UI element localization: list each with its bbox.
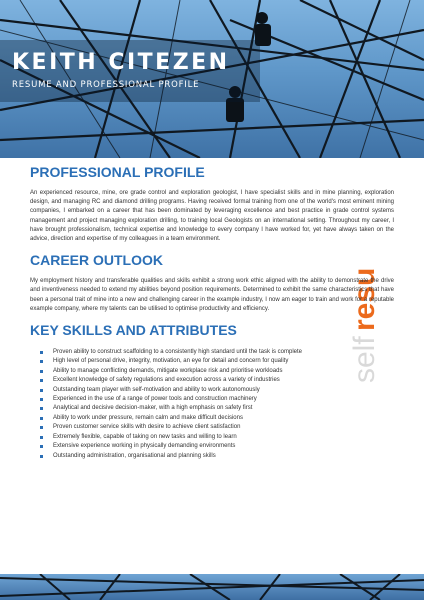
skill-text: Experienced in the use of a range of power tools and construction machinery bbox=[53, 396, 257, 403]
heading-key-skills: KEY SKILLS AND ATTRIBUTES bbox=[30, 322, 237, 339]
bullet-icon bbox=[40, 455, 43, 458]
bullet-icon bbox=[40, 360, 43, 363]
skill-text: Proven ability to construct scaffolding to a consistently high standard until the task is complete bbox=[53, 349, 303, 356]
skill-text: Extensive experience working in physically demanding environments bbox=[53, 443, 236, 450]
skill-item bbox=[40, 376, 394, 385]
skill-text: Analytical and decisive decision-maker, with a high emphasis on safety first bbox=[53, 405, 253, 412]
skill-text: Outstanding administration, organisational and planning skills bbox=[53, 452, 216, 459]
bullet-icon bbox=[40, 389, 43, 392]
skill-text: Extremely flexible, capable of taking on new tasks and willing to learn bbox=[53, 433, 237, 440]
bullet-icon bbox=[40, 407, 43, 410]
heading-career-outlook: CAREER OUTLOOK bbox=[30, 252, 163, 269]
skill-item bbox=[40, 386, 394, 395]
career-outlook-text: My employment history and transferable qualities and skills exhibit a strong work ethic aligned with the ability to demonstrate the drive and inventiveness needed to extend my abilities beyond position requirements. Determined to exhibit the same characteristics that have been a personal trait of mine into a new and challenging career in the example industry, I now am eager to train and work for a reputable example company, where my talents can be utilised to optimise productivity and efficiency. bbox=[30, 278, 394, 312]
footer-banner bbox=[0, 574, 424, 600]
bullet-icon bbox=[40, 351, 43, 354]
skill-item bbox=[40, 357, 394, 366]
skill-item bbox=[40, 423, 394, 432]
bullet-icon bbox=[40, 398, 43, 401]
professional-profile-text: An experienced resource, mine, ore grade control and exploration geologist, I have specialist skills and in mine planning, exploration design, and managing RC and diamond drilling programs. Having received formal training from one of the world's most eminent mining companies, I embarked on a career that has been dominated by leveraging excellence and best practice in grade control systems management and project managing exploration drilling, to training local Geologists on an international setting. Throughout my career, I have brought professionalism, technical expertise and knowledge to every company I have worked for, yet have always taken on the advice, direction and expertise of my colleagues in a team environment. bbox=[30, 190, 394, 243]
bullet-icon bbox=[40, 379, 43, 382]
skill-text: Ability to manage conflicting demands, mitigate workplace risk and prioritise workloads bbox=[53, 367, 283, 374]
skill-item bbox=[40, 452, 394, 461]
watermark-resu: resu bbox=[348, 267, 381, 331]
header-banner bbox=[0, 0, 424, 158]
skills-list bbox=[30, 348, 394, 461]
skill-item bbox=[40, 367, 394, 376]
bullet-icon bbox=[40, 426, 43, 429]
bullet-icon bbox=[40, 436, 43, 439]
skill-item bbox=[40, 395, 394, 404]
scaffolding-photo-footer bbox=[0, 574, 424, 600]
bullet-icon bbox=[40, 370, 43, 373]
resume-subtitle: RESUME AND PROFESSIONAL PROFILE bbox=[12, 80, 200, 90]
heading-professional-profile: PROFESSIONAL PROFILE bbox=[30, 164, 205, 180]
resume-name: KEITH CITEZEN bbox=[12, 50, 230, 75]
skill-item bbox=[40, 414, 394, 423]
skill-text: Ability to work under pressure, remain calm and make difficult decisions bbox=[53, 414, 243, 421]
skill-text: High level of personal drive, integrity, motivation, an eye for detail and concern for quality bbox=[53, 358, 289, 365]
skill-item bbox=[40, 348, 394, 357]
skill-text: Excellent knowledge of safety regulations and execution across a variety of industries bbox=[53, 377, 280, 384]
resume-body bbox=[30, 162, 394, 461]
skill-item bbox=[40, 442, 394, 451]
bullet-icon bbox=[40, 445, 43, 448]
bullet-icon bbox=[40, 417, 43, 420]
skill-item bbox=[40, 433, 394, 442]
skill-item bbox=[40, 404, 394, 413]
watermark-self: self bbox=[348, 336, 381, 383]
skill-text: Proven customer service skills with desire to achieve client satisfaction bbox=[53, 424, 241, 431]
skill-text: Outstanding team player with self-motivation and ability to work autonomously bbox=[53, 386, 260, 393]
